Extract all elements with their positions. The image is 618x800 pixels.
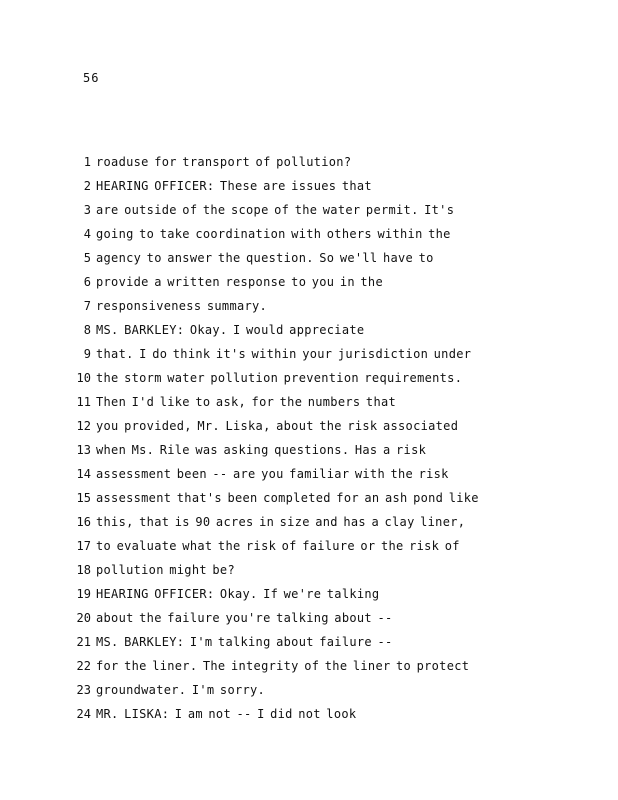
line-number: 16 — [76, 515, 91, 529]
transcript-line — [0, 678, 618, 702]
line-text: this, that is 90 acres in size and has a clay liner, — [96, 515, 466, 529]
transcript-line — [0, 270, 618, 294]
transcript-line — [0, 654, 618, 678]
transcript-line — [0, 558, 618, 582]
transcript-line — [0, 582, 618, 606]
line-text: the storm water pollution prevention requirements. — [96, 371, 463, 385]
transcript-line — [0, 702, 618, 726]
line-text: agency to answer the question. So we'll have to — [96, 251, 434, 265]
transcript-line — [0, 174, 618, 198]
line-number: 13 — [76, 443, 91, 457]
transcript-line — [0, 366, 618, 390]
line-text: responsiveness summary. — [96, 299, 268, 313]
transcript-line — [0, 150, 618, 174]
line-number: 6 — [83, 275, 91, 289]
line-number: 2 — [83, 179, 91, 193]
line-number: 23 — [76, 683, 91, 697]
line-number: 21 — [76, 635, 91, 649]
line-text: that. I do think it's within your jurisdiction under — [96, 347, 472, 361]
line-number: 24 — [76, 707, 91, 721]
transcript-line — [0, 534, 618, 558]
line-text: when Ms. Rile was asking questions. Has a risk — [96, 443, 427, 457]
line-text: MR. LISKA: I am not -- I did not look — [96, 707, 357, 721]
transcript-line — [0, 342, 618, 366]
line-text: roaduse for transport of pollution? — [96, 155, 352, 169]
line-text: you provided, Mr. Liska, about the risk associated — [96, 419, 459, 433]
line-text: going to take coordination with others within the — [96, 227, 451, 241]
line-number: 11 — [76, 395, 91, 409]
transcript-line — [0, 294, 618, 318]
line-text: about the failure you're talking about -- — [96, 611, 393, 625]
transcript-body — [0, 150, 618, 726]
line-text: HEARING OFFICER: Okay. If we're talking — [96, 587, 380, 601]
line-number: 8 — [83, 323, 91, 337]
line-text: assessment been -- are you familiar with the risk — [96, 467, 449, 481]
line-number: 17 — [76, 539, 91, 553]
line-number: 5 — [83, 251, 91, 265]
transcript-line — [0, 438, 618, 462]
transcript-line — [0, 390, 618, 414]
transcript-line — [0, 606, 618, 630]
line-number: 3 — [83, 203, 91, 217]
transcript-line — [0, 198, 618, 222]
line-number: 7 — [83, 299, 91, 313]
line-text: MS. BARKLEY: Okay. I would appreciate — [96, 323, 365, 337]
transcript-line — [0, 486, 618, 510]
line-text: to evaluate what the risk of failure or the risk of — [96, 539, 460, 553]
line-text: Then I'd like to ask, for the numbers that — [96, 395, 397, 409]
line-number: 20 — [76, 611, 91, 625]
line-number: 19 — [76, 587, 91, 601]
line-text: are outside of the scope of the water permit. It's — [96, 203, 455, 217]
line-text: for the liner. The integrity of the liner to protect — [96, 659, 470, 673]
transcript-line — [0, 222, 618, 246]
line-text: provide a written response to you in the — [96, 275, 383, 289]
line-text: HEARING OFFICER: These are issues that — [96, 179, 372, 193]
transcript-line — [0, 630, 618, 654]
line-text: assessment that's been completed for an ash pond like — [96, 491, 479, 505]
page-number: 56 — [83, 71, 100, 85]
line-text: pollution might be? — [96, 563, 235, 577]
line-number: 18 — [76, 563, 91, 577]
line-number: 12 — [76, 419, 91, 433]
line-number: 1 — [83, 155, 91, 169]
line-number: 9 — [83, 347, 91, 361]
line-number: 22 — [76, 659, 91, 673]
transcript-line — [0, 462, 618, 486]
transcript-line — [0, 414, 618, 438]
transcript-line — [0, 246, 618, 270]
line-number: 15 — [76, 491, 91, 505]
transcript-line — [0, 510, 618, 534]
line-number: 4 — [83, 227, 91, 241]
transcript-line — [0, 318, 618, 342]
line-text: groundwater. I'm sorry. — [96, 683, 266, 697]
line-number: 14 — [76, 467, 91, 481]
line-number: 10 — [76, 371, 91, 385]
line-text: MS. BARKLEY: I'm talking about failure -- — [96, 635, 393, 649]
